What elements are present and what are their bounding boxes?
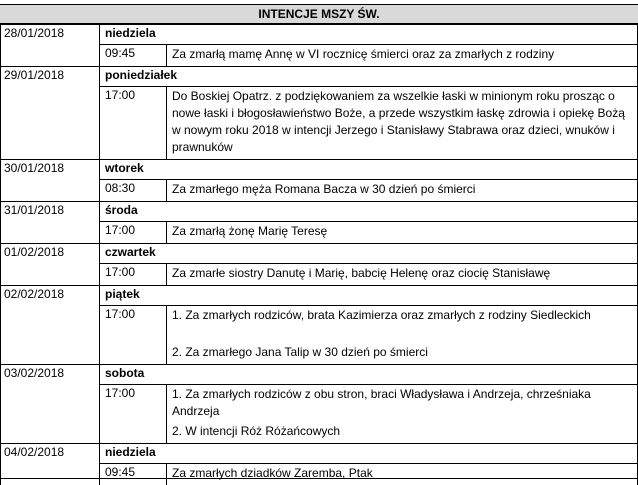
mass-intention: 1. Za zmarłych rodziców z obu stron, braci Władysława i Andrzeja, chrześniaka Andrzeja: [166, 384, 638, 421]
day-date: 31/01/2018: [0, 201, 99, 221]
date-spacer: [0, 86, 99, 159]
date-spacer: [0, 179, 99, 201]
mass-time: 08:30: [99, 179, 166, 201]
day-weekday: czwartek: [99, 243, 638, 263]
mass-time: 17:00: [99, 384, 166, 443]
date-spacer: [0, 305, 99, 364]
day-weekday: poniedziałek: [99, 66, 638, 86]
mass-intention: Za zmarłą żonę Marię Teresę: [166, 221, 638, 243]
mass-intention: 2. W intencji Róż Różańcowych: [166, 421, 638, 443]
day-date: 03/02/2018: [0, 364, 99, 384]
mass-time: 17:00: [99, 305, 166, 364]
day-date: 29/01/2018: [0, 66, 99, 86]
day-weekday: piątek: [99, 285, 638, 305]
date-spacer: [0, 44, 99, 66]
day-weekday: niedziela: [99, 443, 638, 463]
day-weekday: sobota: [99, 364, 638, 384]
day-weekday: niedziela: [99, 24, 638, 44]
mass-intention: Za zmarłą mamę Annę w VI rocznicę śmierci oraz za zmarłych z rodziny: [166, 44, 638, 66]
mass-time: 17:00: [99, 221, 166, 243]
day-date: 30/01/2018: [0, 159, 99, 179]
date-spacer: [0, 463, 99, 485]
day-date: 04/02/2018: [0, 443, 99, 463]
page-title: INTENCJE MSZY ŚW.: [0, 4, 638, 24]
day-date: 02/02/2018: [0, 285, 99, 305]
day-date: 01/02/2018: [0, 243, 99, 263]
mass-time: 17:00: [99, 263, 166, 285]
mass-time: 17:00: [99, 86, 166, 159]
mass-intention: Do Boskiej Opatrz. z podziękowaniem za wszelkie łaski w minionym roku prosząc o nowe łaski i błogosławieństwo Boże, a przede wszystkim łaskę zdrowia i opiekę Bożą w nowym roku 2018 w intencji Jerzego i Stanisławy Stabrawa oraz dzieci, wnuków i prawnuków: [166, 86, 638, 159]
mass-time: 09:45: [99, 44, 166, 66]
mass-intention: Za zmarłych dziadków Zaremba, Ptak: [166, 463, 638, 485]
date-spacer: [0, 263, 99, 285]
mass-intention: 1. Za zmarłych rodziców, brata Kazimierza oraz zmarłych z rodziny Siedleckich: [166, 305, 638, 342]
mass-intention: Za zmarłego męża Romana Bacza w 30 dzień po śmierci: [166, 179, 638, 201]
mass-intention: 2. Za zmarłego Jana Talip w 30 dzień po śmierci: [166, 342, 638, 364]
day-weekday: środa: [99, 201, 638, 221]
day-weekday: wtorek: [99, 159, 638, 179]
mass-time: 09:45: [99, 463, 166, 485]
date-spacer: [0, 384, 99, 443]
day-date: 28/01/2018: [0, 24, 99, 44]
mass-intention: Za zmarłe siostry Danutę i Marię, babcię Helenę oraz ciocię Stanisławę: [166, 263, 638, 285]
date-spacer: [0, 221, 99, 243]
